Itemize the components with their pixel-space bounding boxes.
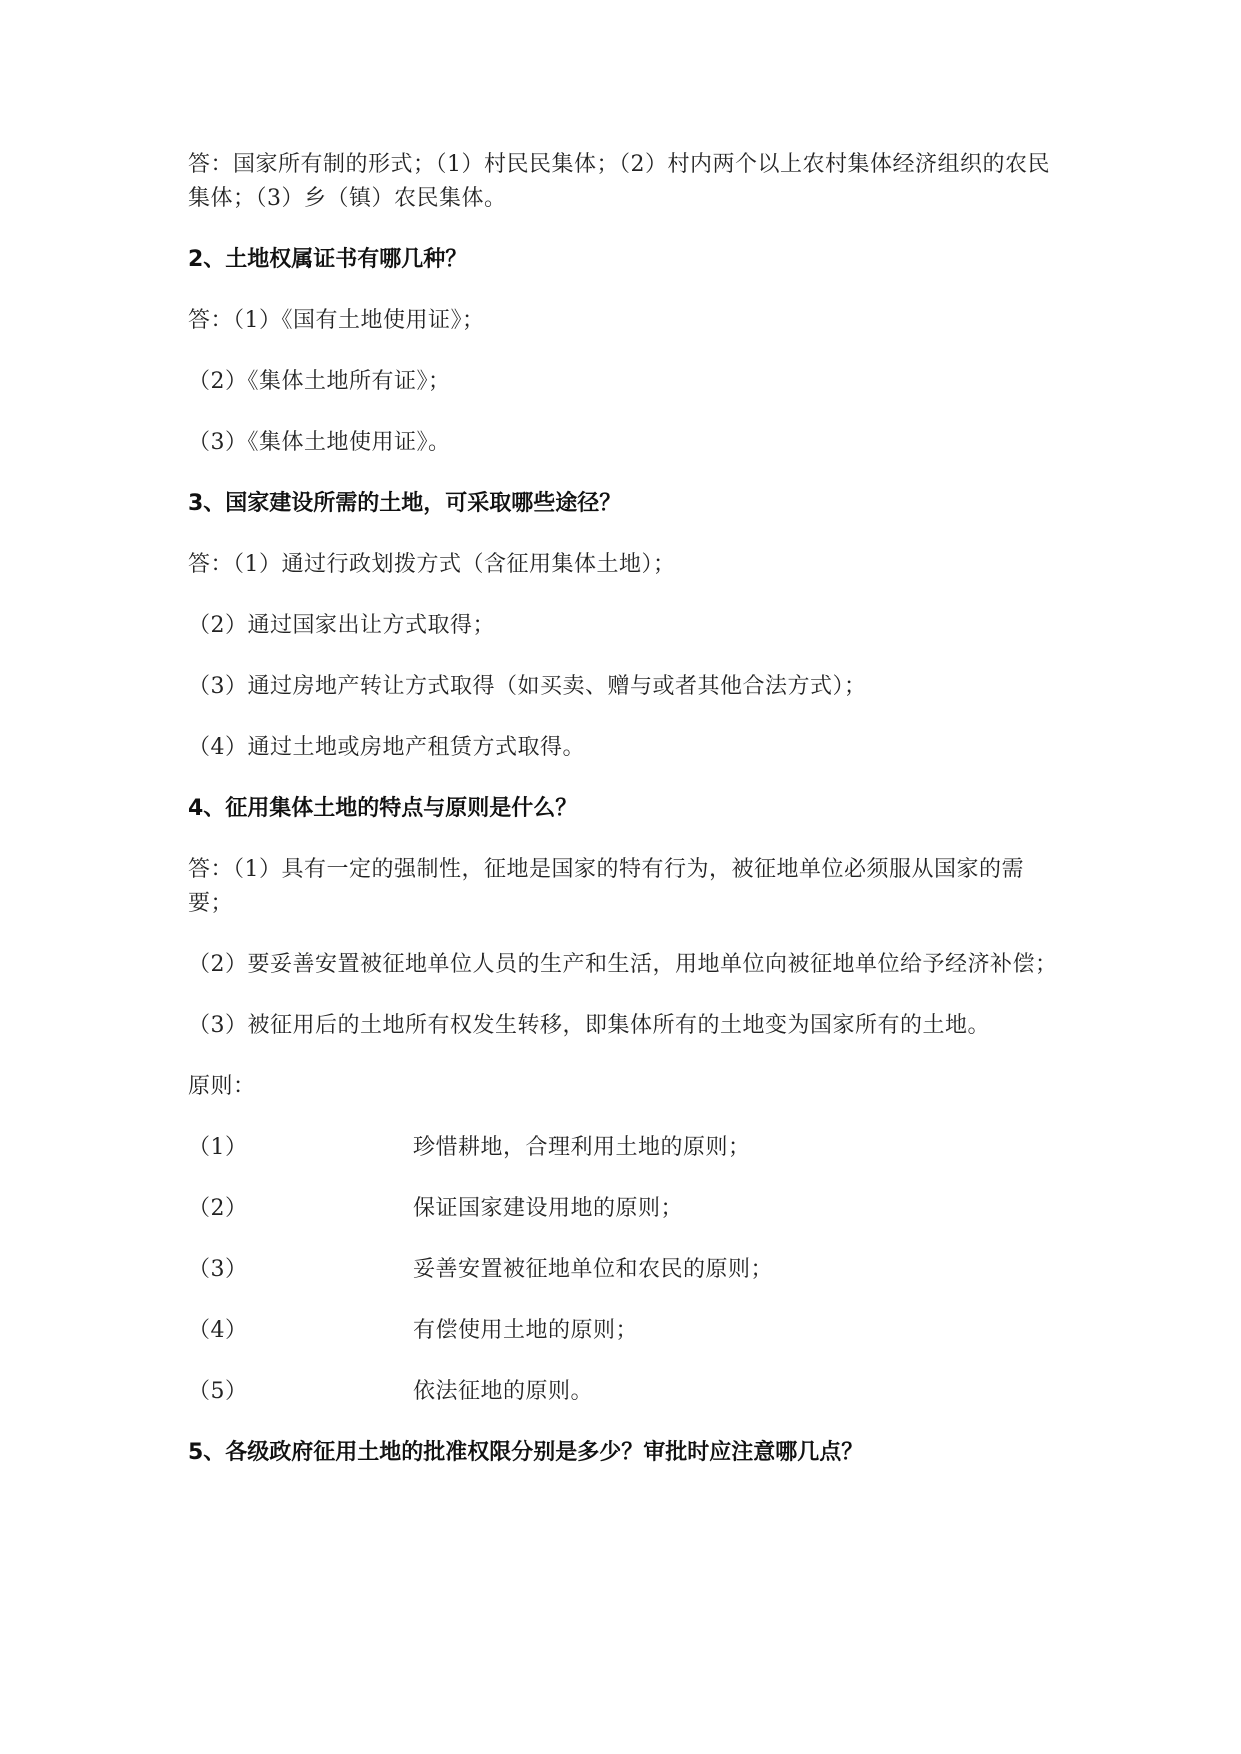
principle-number: （1） [188, 1135, 248, 1160]
principle-number: （4） [188, 1318, 248, 1343]
question-4-heading: 4、征用集体土地的特点与原则是什么？ [188, 796, 578, 821]
question-2-heading: 2、土地权属证书有哪几种？ [188, 247, 468, 272]
principle-text: 有偿使用土地的原则； [413, 1318, 639, 1343]
principle-number: （2） [188, 1196, 248, 1221]
intro-answer: 答：国家所有制的形式；（1）村民民集体；（2）村内两个以上农村集体经济组织的农民集体；（3）乡（镇）农民集体。 [188, 152, 1050, 211]
question-5-heading: 5、各级政府征用土地的批准权限分别是多少？审批时应注意哪几点？ [188, 1440, 864, 1465]
principle-item [188, 1375, 1068, 1409]
document-page [188, 148, 1068, 1470]
q3-answer-line-2: （2）通过国家出让方式取得； [188, 613, 495, 638]
q3-answer-line-4: （4）通过土地或房地产租赁方式取得。 [188, 735, 585, 760]
q2-answer-line-2: （2）《集体土地所有证》； [188, 369, 451, 394]
principle-number: （5） [188, 1379, 248, 1404]
q2-answer-line-1: 答：（1）《国有土地使用证》； [188, 308, 485, 333]
principle-number: （3） [188, 1257, 248, 1282]
principle-item [188, 1192, 1068, 1226]
principle-text: 保证国家建设用地的原则； [413, 1196, 684, 1221]
principle-item [188, 1314, 1068, 1348]
principle-text: 妥善安置被征地单位和农民的原则； [413, 1257, 774, 1282]
question-3-heading: 3、国家建设所需的土地，可采取哪些途径？ [188, 491, 622, 516]
q2-answer-line-3: （3）《集体土地使用证》。 [188, 430, 451, 455]
principle-item [188, 1253, 1068, 1287]
q4-answer-line-1: 答：（1）具有一定的强制性，征地是国家的特有行为，被征地单位必须服从国家的需要； [188, 857, 1024, 916]
principle-text: 珍惜耕地，合理利用土地的原则； [413, 1135, 751, 1160]
q3-answer-line-3: （3）通过房地产转让方式取得（如买卖、赠与或者其他合法方式）； [188, 674, 867, 699]
principle-item [188, 1131, 1068, 1165]
principle-text: 依法征地的原则。 [413, 1379, 594, 1404]
q4-answer-line-2: （2）要妥善安置被征地单位人员的生产和生活，用地单位向被征地单位给予经济补偿； [188, 952, 1058, 977]
q3-answer-line-1: 答：（1）通过行政划拨方式（含征用集体土地）； [188, 552, 676, 577]
principles-label: 原则： [188, 1074, 256, 1099]
q4-answer-line-3: （3）被征用后的土地所有权发生转移，即集体所有的土地变为国家所有的土地。 [188, 1013, 990, 1038]
